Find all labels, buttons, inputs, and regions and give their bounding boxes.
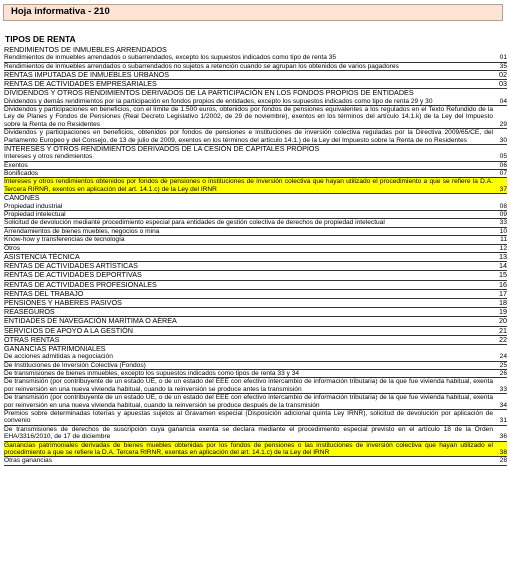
toc-entry-code: 13 xyxy=(499,251,507,261)
toc-entry-text: Rendimientos de inmuebles arrendados o subarrendados, excepto los supuestos indicados como tipo de renta 35 xyxy=(4,54,337,62)
toc-entry-code: 30 xyxy=(499,136,507,144)
toc-entry[interactable] xyxy=(4,219,507,227)
toc-entry-code: 33 xyxy=(499,385,507,393)
toc-entry-code: 15 xyxy=(499,270,507,280)
toc-entry-text: RENTAS DEL TRABAJO xyxy=(4,288,84,298)
toc-entry-code: 05 xyxy=(499,153,507,161)
toc-entry-code: 01 xyxy=(499,54,507,62)
toc-entry-text: Otras ganancias xyxy=(4,457,53,465)
toc-entry-text: DIVIDENDOS Y OTROS RENDIMIENTOS DERIVADOS DE LA PARTICIPACIÓN EN LOS FONDOS PROPIOS DE ENTIDADES xyxy=(4,88,414,98)
toc-entry-text: CÁNONES xyxy=(4,193,40,203)
toc-entry-text: Dividendos y participaciones en beneficios, obtenidos por fondos de pensiones e instituciones de inversión colectiva reguladas por la Directiva 2009/65/CE, del Parlamento Europeo y del Consejo, de 13 de julio de 2009, exentos en los términos del artículo 14.1.) de la Ley del Impuesto sobre la Renta de no Residentes xyxy=(4,129,493,144)
toc-heading[interactable] xyxy=(4,299,507,308)
toc-entry-text: De transmisiones de bienes inmuebles, excepto los supuestos indicados como tipos de renta 33 y 34 xyxy=(4,369,300,377)
toc-entry[interactable] xyxy=(4,203,507,211)
toc-entry-code: 16 xyxy=(499,279,507,289)
toc-entry[interactable] xyxy=(4,457,507,465)
toc-entry[interactable] xyxy=(4,236,507,244)
toc-entry-text: Intereses y otros rendimientos xyxy=(4,153,93,161)
toc-entry[interactable] xyxy=(4,106,507,129)
toc-entry-code: 04 xyxy=(499,97,507,105)
toc-entry-text: Premios sobre determinadas loterías y apuestas sujetos al Gravamen especial (Disposición adicional quinta Ley IRNR), solicitud de devolución por aplicación de convenio xyxy=(4,410,493,425)
document-title: Hoja informativa - 210 xyxy=(11,6,110,17)
document-header xyxy=(3,4,503,21)
toc-entry-code: 31 xyxy=(499,417,507,425)
toc-entry-code: 06 xyxy=(499,161,507,169)
toc-entry-text: ASISTENCIA TÉCNICA xyxy=(4,251,80,261)
toc-entry[interactable] xyxy=(4,378,507,394)
toc-entry-code: 02 xyxy=(499,70,507,80)
toc-entry-code: 21 xyxy=(499,325,507,335)
toc-entry-code: 22 xyxy=(499,334,507,344)
toc-entry-code: 11 xyxy=(500,236,507,244)
toc-entry[interactable] xyxy=(4,442,507,458)
toc-entry-text: RENTAS DE ACTIVIDADES DEPORTIVAS xyxy=(4,270,142,280)
toc-entry-code: 24 xyxy=(499,353,507,361)
toc-entry-code: 28 xyxy=(499,457,507,465)
toc-entry[interactable] xyxy=(4,129,507,145)
toc-entry-code: 14 xyxy=(499,261,507,271)
table-of-contents xyxy=(4,46,507,466)
toc-heading[interactable] xyxy=(4,345,507,353)
toc-entry-text: RENTAS IMPUTADAS DE INMUEBLES URBANOS xyxy=(4,70,170,80)
toc-entry[interactable] xyxy=(4,54,507,62)
toc-entry[interactable] xyxy=(4,410,507,426)
toc-entry-text: De transmisión (por contribuyente de un estado UE, o de un estado del EEE con efectivo intercambio de información tributaria) de la que fue vivienda habitual, exenta por reinversión en una nueva vivienda habitual, cuando la reinversión se produce después de la transmisión xyxy=(4,394,493,409)
toc-entry-text: Solicitud de devolución mediante procedimiento especial para entidades de gestión colectiva de derechos de propiedad intelectual xyxy=(4,219,385,227)
toc-entry-text: SERVICIOS DE APOYO A LA GESTIÓN xyxy=(4,325,133,335)
toc-entry-text: Intereses y otros rendimientos obtenidos por fondos de pensiones o instituciones de inversión colectiva que hayan utilizado el procedimiento a que se refiere la D.A. Tercera RIRNR, exentos en aplicación del art. 14.1.c) de la Ley del IRNR xyxy=(4,178,493,193)
toc-entry-code: 38 xyxy=(499,449,507,457)
toc-entry-text: Dividendos y demás rendimientos por la participación en fondos propios de entidades, excepto los supuestos indicados como tipo de renta 29 y 30 xyxy=(4,97,433,105)
toc-entry[interactable] xyxy=(4,162,507,170)
toc-entry-text: Propiedad intelectual xyxy=(4,210,66,218)
toc-entry-text: OTRAS RENTAS xyxy=(4,334,60,344)
toc-entry-code: 35 xyxy=(499,62,507,70)
toc-entry-text: RENTAS DE ACTIVIDADES EMPRESARIALES xyxy=(4,79,157,89)
toc-entry[interactable] xyxy=(4,98,507,106)
toc-entry[interactable] xyxy=(4,228,507,236)
toc-entry-code: 36 xyxy=(499,433,507,441)
toc-heading[interactable] xyxy=(4,89,507,97)
toc-entry[interactable] xyxy=(4,170,507,178)
toc-entry-code: 25 xyxy=(499,361,507,369)
toc-entry-code: 10 xyxy=(499,227,507,235)
toc-entry-text: GANANCIAS PATRIMONIALES xyxy=(4,343,106,353)
toc-entry-text: Ganancias patrimoniales derivadas de bienes muebles obtenidas por los fondos de pensiones o las instituciones de inversión colectiva que hayan utilizado el procedimiento a que se refiere la D.A. Tercera RIRNR, exentas en aplicación del art. 14.1.c) de la Ley del IRNR xyxy=(4,441,493,457)
toc-entry-text: Arrendamientos de bienes muebles, negocios o mina xyxy=(4,227,160,235)
toc-entry-code: 07 xyxy=(499,170,507,178)
toc-entry-text: PENSIONES Y HABERES PASIVOS xyxy=(4,297,122,307)
toc-entry-text: Exentos xyxy=(4,161,28,169)
toc-entry-code: 19 xyxy=(499,307,507,317)
toc-entry-code: 26 xyxy=(499,369,507,377)
toc-entry-text: De transmisiones de derechos de suscripción cuya ganancia exenta se declara mediante el procedimiento especial previsto en el artículo 18 de la Orden EHA/3316/2010, de 17 de diciembre xyxy=(4,425,493,441)
toc-entry[interactable] xyxy=(4,178,507,194)
toc-entry-text: ENTIDADES DE NAVEGACIÓN MARÍTIMA O AÉREA xyxy=(4,316,177,326)
toc-entry-text: Dividendos y participaciones en beneficios, con el límite de 1.500 euros, obtenidos por fondos de pensiones equivalentes a los regulados en el Texto Refundido de la Ley de Planes y Fondos de Pensiones (Real Decreto Legislativo 1/2002, de 29 de noviembre), exentos en los términos del artículo 14.1.k) de la Ley del Impuesto sobre la Renta de no Residentes xyxy=(4,106,493,128)
toc-entry-code: 29 xyxy=(499,120,507,128)
toc-heading[interactable] xyxy=(4,194,507,202)
toc-entry[interactable] xyxy=(4,394,507,410)
toc-entry[interactable] xyxy=(4,153,507,161)
toc-entry-text: De acciones admitidas a negociación xyxy=(4,353,113,361)
toc-entry-text: De Instituciones de Inversión Colectiva (Fondos) xyxy=(4,361,146,369)
toc-entry-text: RENTAS DE ACTIVIDADES PROFESIONALES xyxy=(4,279,157,289)
toc-entry-code: 37 xyxy=(499,185,507,193)
toc-entry-text: Rendimientos de inmuebles arrendados o subarrendados no sujetos a retención cuando se agrupan los obtenidos de varios pagadores xyxy=(4,62,399,70)
toc-entry-text: Bonificados xyxy=(4,170,39,178)
toc-entry-text: RENDIMIENTOS DE INMUEBLES ARRENDADOS xyxy=(4,45,167,54)
toc-entry-code: 09 xyxy=(499,210,507,218)
toc-entry-code: 03 xyxy=(499,79,507,89)
toc-heading[interactable] xyxy=(4,327,507,336)
toc-entry-code: 08 xyxy=(499,202,507,210)
toc-entry[interactable] xyxy=(4,353,507,361)
toc-entry[interactable] xyxy=(4,370,507,378)
toc-entry-code: 34 xyxy=(499,401,507,409)
toc-entry-text: RENTAS DE ACTIVIDADES ARTÍSTICAS xyxy=(4,261,138,271)
toc-entry-text: REASEGUROS xyxy=(4,307,55,317)
toc-entry-code: 12 xyxy=(499,244,507,252)
toc-heading[interactable] xyxy=(4,46,507,54)
toc-entry-text: Know-how y transferencias de tecnología xyxy=(4,236,125,244)
toc-entry-text: Propiedad industrial xyxy=(4,202,63,210)
toc-entry[interactable] xyxy=(4,362,507,370)
section-title: TIPOS DE RENTA xyxy=(5,34,76,44)
toc-entry-code: 20 xyxy=(499,316,507,326)
toc-entry[interactable] xyxy=(4,211,507,219)
toc-entry-code: 17 xyxy=(499,288,507,298)
toc-entry-text: INTERESES Y OTROS RENDIMIENTOS DERIVADOS DE LA CESIÓN DE CAPITALES PROPIOS xyxy=(4,144,320,154)
toc-heading[interactable] xyxy=(4,145,507,153)
toc-entry-text: Otros xyxy=(4,244,21,252)
toc-entry-code: 18 xyxy=(499,297,507,307)
toc-entry-text: De transmisión (por contribuyente de un estado UE, o de un estado del EEE con efectivo intercambio de información tributaria) de la que fue vivienda habitual, exenta por reinversión en una nueva vivienda habitual, cuando la reinversión se produce antes la transmisión xyxy=(4,378,493,393)
toc-entry[interactable] xyxy=(4,426,507,442)
toc-entry-code: 33 xyxy=(499,219,507,227)
